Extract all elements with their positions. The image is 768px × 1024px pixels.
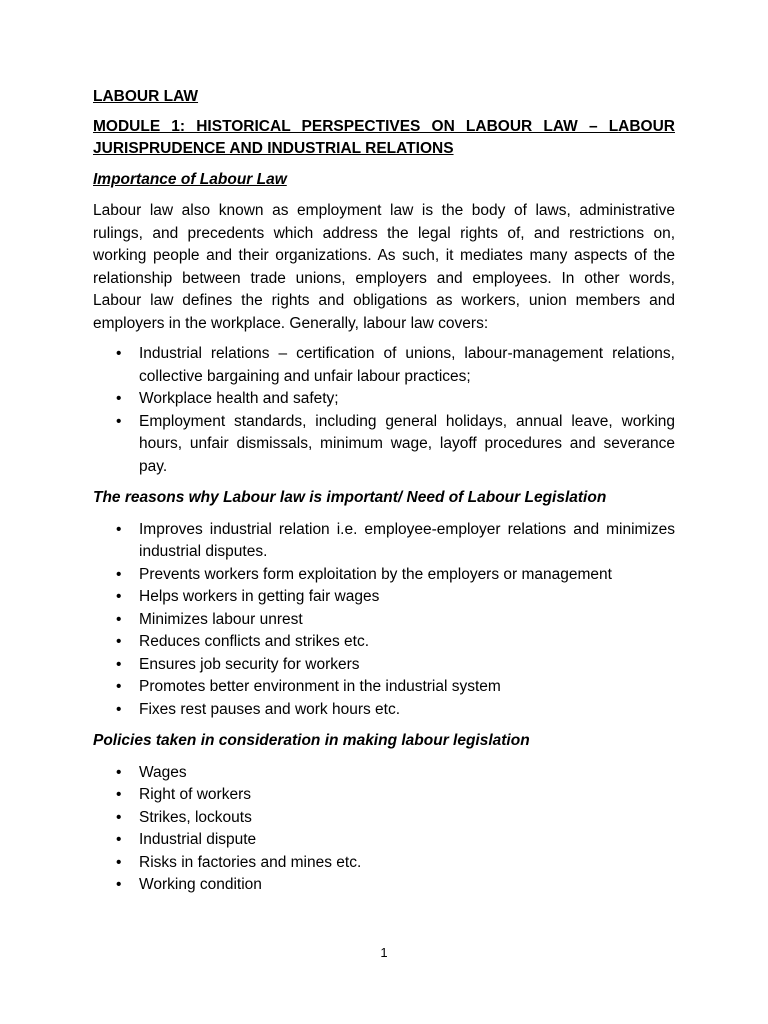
- page-number: 1: [380, 945, 388, 960]
- list-item: [93, 852, 675, 875]
- bullet-icon: •: [116, 763, 122, 781]
- bullet-icon: •: [116, 655, 122, 673]
- list-item-text: Helps workers in getting fair wages: [139, 588, 380, 605]
- list-item: [93, 676, 675, 699]
- bullet-icon: •: [116, 786, 122, 803]
- bullet-icon: •: [116, 700, 122, 718]
- list-item: [93, 609, 675, 632]
- bullet-icon: •: [116, 520, 122, 538]
- list-item-text: Industrial relations – certification of unions, labour-management relations, collective bargaining and unfair labour practices;: [139, 345, 675, 385]
- list-item-text: Ensures job security for workers: [139, 655, 360, 673]
- list-item-text: Improves industrial relation i.e. employee-employer relations and minimizes industrial disputes.: [139, 520, 675, 560]
- list-item-text: Right of workers: [139, 786, 251, 803]
- reasons-list: [93, 519, 675, 722]
- list-item: [93, 874, 675, 897]
- list-item: [93, 586, 675, 609]
- bullet-icon: •: [116, 876, 122, 893]
- list-item-text: Working condition: [139, 876, 262, 893]
- bullet-icon: •: [116, 853, 122, 871]
- list-item-text: Prevents workers form exploitation by the employers or management: [139, 565, 612, 583]
- module-heading: MODULE 1: HISTORICAL PERSPECTIVES ON LABOUR LAW – LABOUR JURISPRUDENCE AND INDUSTRIAL RELATIONS: [93, 117, 675, 157]
- list-item: [93, 564, 675, 587]
- bullet-icon: •: [116, 390, 122, 407]
- bullet-icon: •: [116, 412, 122, 430]
- bullet-icon: •: [116, 831, 122, 848]
- section-heading-importance: Importance of Labour Law: [93, 170, 287, 188]
- section-heading-policies: Policies taken in consideration in making labour legislation: [93, 732, 530, 749]
- list-item-text: Industrial dispute: [139, 831, 257, 848]
- list-item: [93, 784, 675, 807]
- section-heading-reasons: The reasons why Labour law is important/ Need of Labour Legislation: [93, 489, 607, 506]
- list-item: [93, 807, 675, 830]
- list-item: [93, 699, 675, 722]
- list-item: [93, 388, 675, 411]
- list-item: [93, 519, 675, 564]
- document-title: LABOUR LAW: [93, 88, 199, 105]
- bullet-icon: •: [116, 678, 122, 695]
- bullet-icon: •: [116, 345, 122, 362]
- importance-paragraph: Labour law also known as employment law is the body of laws, administrative rulings, and precedents which address the legal rights of, and restrictions on, working people and their organizations. As such, it mediates many aspects of the relationship between trade unions, employers and employees. In other words, Labour law defines the rights and obligations as workers, union members and employers in the workplace. Generally, labour law covers:: [93, 202, 675, 332]
- list-item: [93, 829, 675, 852]
- bullet-icon: •: [116, 633, 122, 650]
- list-item-text: Strikes, lockouts: [139, 808, 252, 826]
- list-item-text: Reduces conflicts and strikes etc.: [139, 633, 370, 650]
- bullet-icon: •: [116, 808, 122, 826]
- list-item-text: Wages: [139, 763, 187, 781]
- list-item: [93, 762, 675, 785]
- list-item-text: Risks in factories and mines etc.: [139, 853, 362, 871]
- bullet-icon: •: [116, 610, 122, 628]
- coverage-list: [93, 343, 675, 478]
- list-item: [93, 631, 675, 654]
- list-item-text: Fixes rest pauses and work hours etc.: [139, 700, 401, 718]
- list-item-text: Minimizes labour unrest: [139, 610, 303, 628]
- list-item-text: Employment standards, including general holidays, annual leave, working hours, unfair dismissals, minimum wage, layoff procedures and severance pay.: [139, 412, 675, 475]
- list-item: [93, 343, 675, 388]
- bullet-icon: •: [116, 565, 122, 583]
- list-item-text: Promotes better environment in the industrial system: [139, 678, 501, 695]
- list-item: [93, 654, 675, 677]
- document-page: [93, 86, 675, 906]
- list-item-text: Workplace health and safety;: [139, 390, 339, 407]
- bullet-icon: •: [116, 588, 122, 605]
- list-item: [93, 411, 675, 479]
- policies-list: [93, 762, 675, 897]
